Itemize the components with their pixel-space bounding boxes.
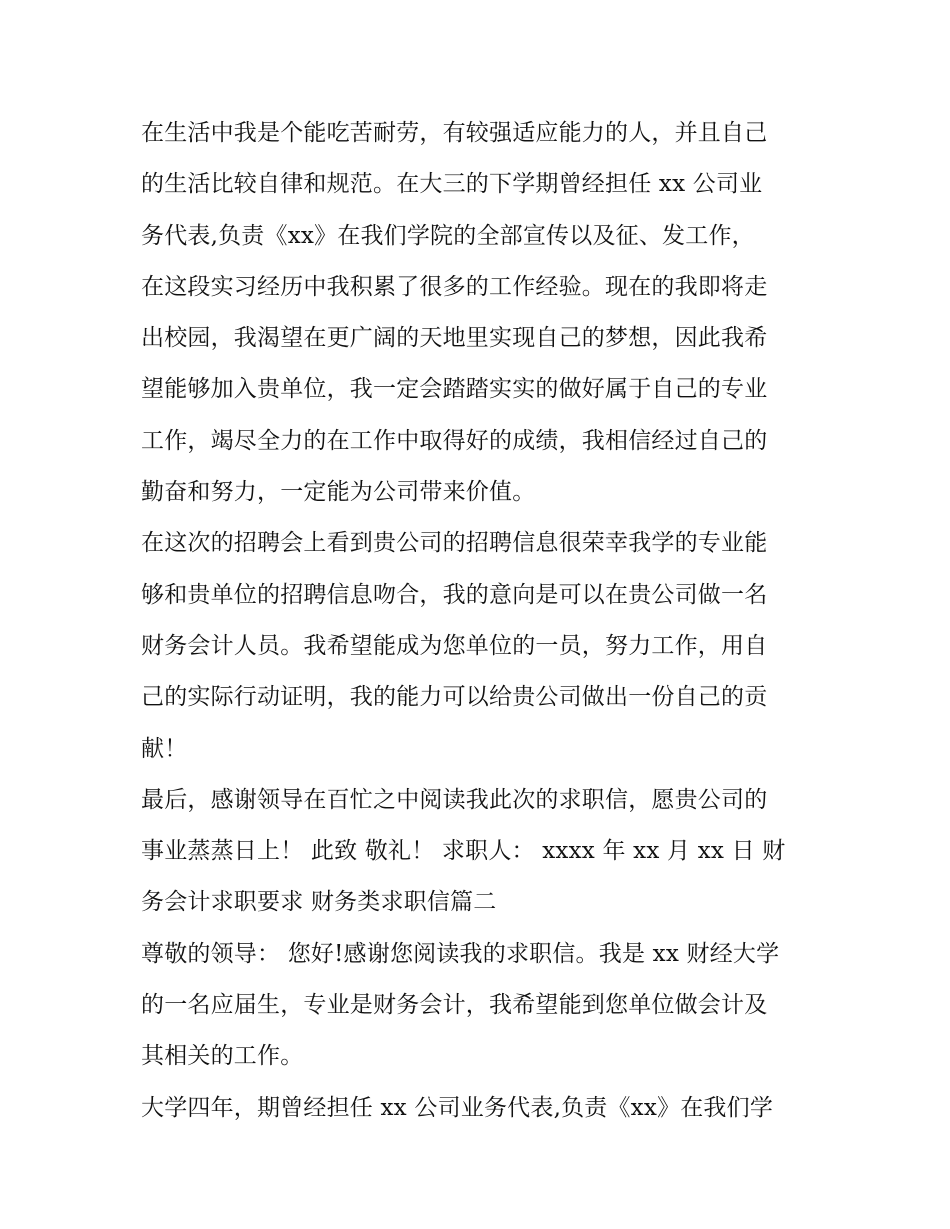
text-line: 己的实际行动证明，我的能力可以给贵公司做出一份自己的贡 xyxy=(141,684,768,711)
text-line: 事业蒸蒸日上！ 此致 敬礼！ 求职人： xxxx 年 xx 月 xx 日 财 xyxy=(141,838,786,865)
text-line: 最后，感谢领导在百忙之中阅读我此次的求职信，愿贵公司的 xyxy=(141,786,768,813)
text-line: 在生活中我是个能吃苦耐劳，有较强适应能力的人，并且自己 xyxy=(141,120,768,146)
text-line: 务会计求职要求 财务类求职信篇二 xyxy=(141,889,497,916)
text-line: 工作，竭尽全力的在工作中取得好的成绩，我相信经过自己的 xyxy=(141,427,768,454)
text-line: 在这段实习经历中我积累了很多的工作经验。现在的我即将走 xyxy=(141,273,768,300)
letter-body xyxy=(141,108,831,1134)
text-line: 够和贵单位的招聘信息吻合，我的意向是可以在贵公司做一名 xyxy=(141,581,768,608)
text-line: 财务会计人员。我希望能成为您单位的一员，努力工作，用自 xyxy=(141,632,768,659)
text-line: 出校园，我渴望在更广阔的天地里实现自己的梦想，因此我希 xyxy=(141,325,768,352)
text-line: 的生活比较自律和规范。在大三的下学期曾经担任 xx 公司业 xyxy=(141,171,763,198)
text-line: 在这次的招聘会上看到贵公司的招聘信息很荣幸我学的专业能 xyxy=(141,530,768,557)
text-line: 大学四年，期曾经担任 xx 公司业务代表,负责《xx》在我们学 xyxy=(141,1094,774,1121)
text-line: 务代表,负责《xx》在我们学院的全部宣传以及征、发工作， xyxy=(141,222,755,249)
text-line: 尊敬的领导： 您好!感谢您阅读我的求职信。我是 xx 财经大学 xyxy=(141,940,780,967)
text-line: 献！ xyxy=(141,735,188,762)
text-line: 望能够加入贵单位，我一定会踏踏实实的做好属于自己的专业 xyxy=(141,376,768,403)
text-line: 其相关的工作。 xyxy=(141,1043,304,1070)
text-line: 的一名应届生，专业是财务会计，我希望能到您单位做会计及 xyxy=(141,992,768,1019)
text-line: 勤奋和努力，一定能为公司带来价值。 xyxy=(141,479,536,506)
